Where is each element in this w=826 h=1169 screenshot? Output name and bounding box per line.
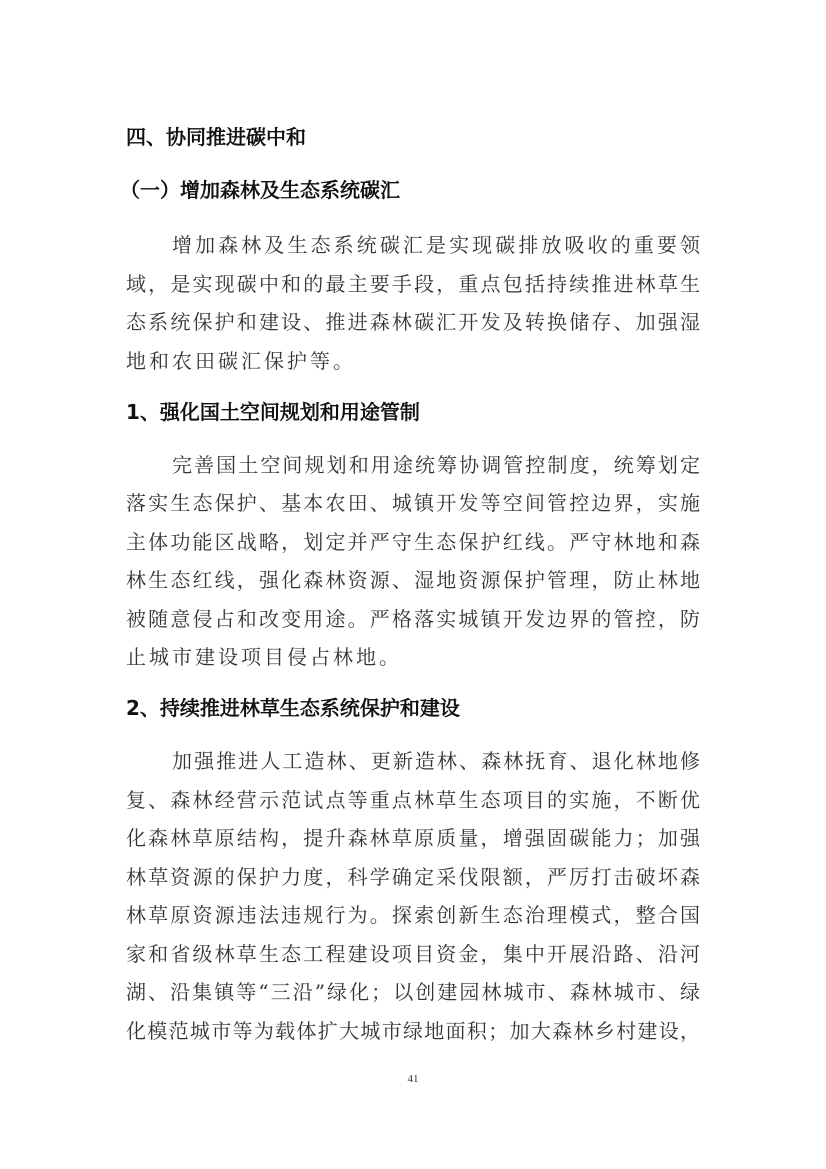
heading-1: 1、强化国土空间规划和用途管制 [126,400,420,424]
text-line: 林草原资源违法违规行为。探索创新生态治理模式，整合国 [126,903,700,927]
text-line: 化森林草原结构，提升森林草原质量，增强固碳能力；加强 [126,826,700,850]
text-line: 林生态红线，强化森林资源、湿地资源保护管理，防止林地 [126,568,700,592]
page-number: 41 [407,1073,419,1085]
text-line: 加强推进人工造林、更新造林、森林抚育、退化林地修 [172,749,700,773]
text-line: 止城市建设项目侵占林地。 [126,645,402,669]
text-line: 主体功能区战略，划定并严守生态保护红线。严守林地和森 [126,530,700,554]
subsection-title: （一）增加森林及生态系统碳汇 [120,178,400,202]
text-line: 域，是实现碳中和的最主要手段，重点包括持续推进林草生 [126,272,700,296]
heading-2: 2、持续推进林草生态系统保护和建设 [126,696,460,720]
text-line: 完善国土空间规划和用途统筹协调管控制度，统筹划定 [172,453,700,477]
section-title: 四、协同推进碳中和 [126,125,306,149]
text-line: 地和农田碳汇保护等。 [126,349,356,373]
text-line: 复、森林经营示范试点等重点林草生态项目的实施，不断优 [126,788,700,812]
text-line: 化模范城市等为载体扩大城市绿地面积；加大森林乡村建设， [126,1019,700,1043]
text-line: 家和省级林草生态工程建设项目资金，集中开展沿路、沿河 [126,942,700,966]
text-line: 落实生态保护、基本农田、城镇开发等空间管控边界，实施 [126,491,700,515]
text-line: 湖、沿集镇等“三沿”绿化；以创建园林城市、森林城市、绿 [126,980,700,1004]
text-line: 态系统保护和建设、推进森林碳汇开发及转换储存、加强湿 [126,310,700,334]
text-line: 被随意侵占和改变用途。严格落实城镇开发边界的管控，防 [126,607,700,631]
text-line: 增加森林及生态系统碳汇是实现碳排放吸收的重要领 [172,233,700,257]
text-line: 林草资源的保护力度，科学确定采伐限额，严厉打击破坏森 [126,865,700,889]
